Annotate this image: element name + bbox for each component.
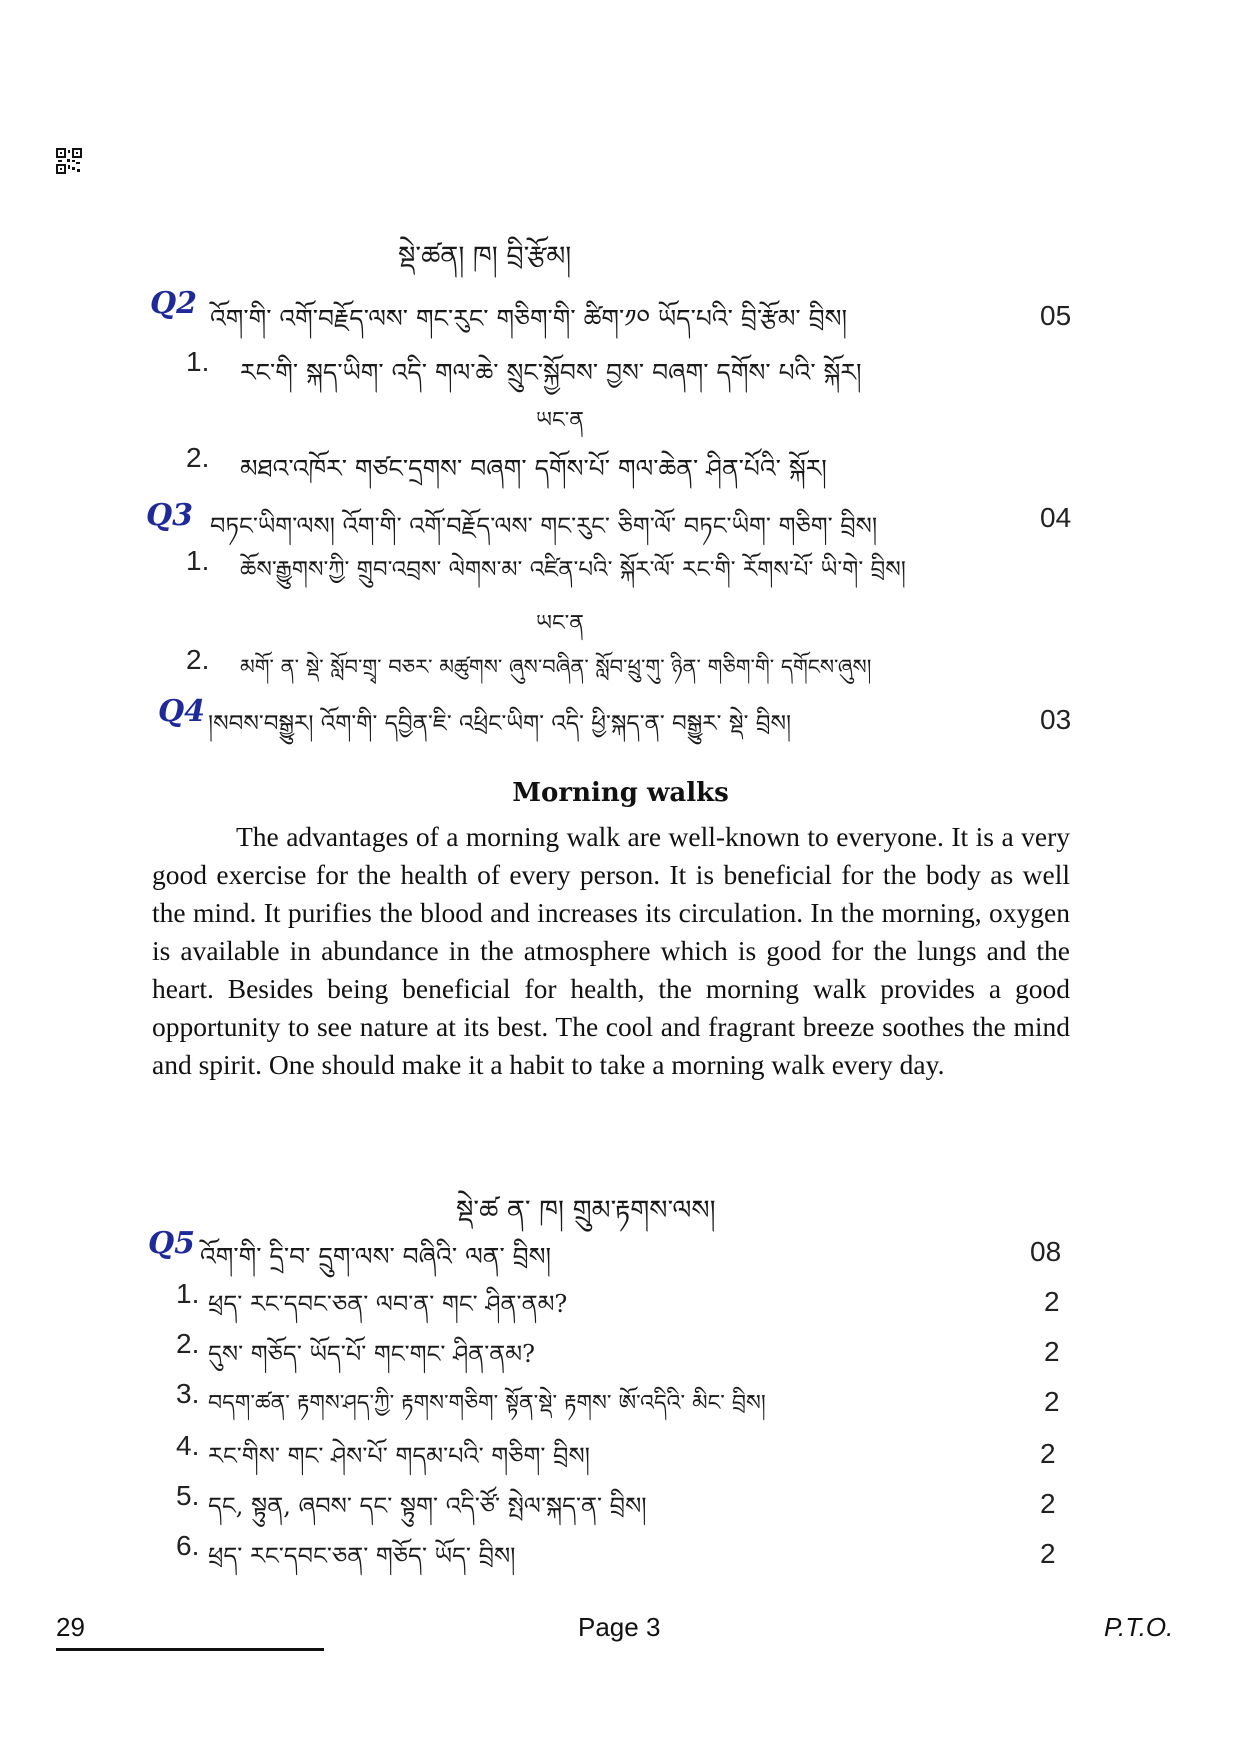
q5-item-text: བདག་ཚན་ རྟགས་ཤད་ཀྱི་ རྟགས་གཅིག་ སྟོན་སྡེ་ རྟགས་ ཨོ་འདིའི་ མིང་ བྲིས། <box>208 1391 766 1416</box>
qr-code-icon <box>56 148 82 174</box>
q5-item-number: 5. <box>176 1480 200 1511</box>
q2-instruction: འོག་གི་ འགོ་བརྗོད་ལས་ གང་རུང་ གཅིག་གི་ ཚིག་༡༠ ཡོད་པའི་ བྲི་རྩོམ་ བྲིས། <box>210 304 848 333</box>
section-heading-grammar: སྡེ་ཚ ན་ ཁ། གྲུམ་རྟགས་ལས། <box>456 1195 716 1226</box>
q3-marks: 04 <box>1040 502 1072 533</box>
footer-page-number: Page 3 <box>578 1612 661 1642</box>
q5-label: Q5 <box>148 1226 196 1261</box>
q3-option1: ཆོས་རྒྱུགས་ཀྱི་ གྲུབ་འབྲས་ ལེགས་མ་ འཛིན་པའི་ སྐོར་ལོ་ རང་གི་ རོགས་པོ་ ཡི་གེ་ བྲིས། <box>240 557 906 583</box>
q5-instruction: འོག་གི་ དྲི་བ་ དྲུག་ལས་ བཞིའི་ ལན་ བྲིས། <box>200 1242 552 1271</box>
q5-item-number: 4. <box>176 1430 200 1461</box>
q2-or: ཡང་ན <box>536 408 584 433</box>
q5-item-mark: 2 <box>1040 1538 1056 1569</box>
passage-title: Morning walks <box>512 778 729 808</box>
q3-label: Q3 <box>146 498 194 533</box>
q2-marks: 05 <box>1040 300 1072 331</box>
footer-code: 29 <box>56 1612 85 1642</box>
q5-item-text: རང་གིས་ གང་ ཤེས་པོ་ གདམ་པའི་ གཅིག་ བྲིས། <box>208 1442 590 1470</box>
q5-item-number: 6. <box>176 1530 200 1561</box>
q5-item-text: ཕྲད་ རང་དབང་ཅན་ ལབ་ན་ གང་ ཤིན་ནམ? <box>208 1290 568 1318</box>
q3-instruction: བཏང་ཡིག་ལས། འོག་གི་ འགོ་བརྗོད་ལས་ གང་རུང་ ཅིག་ལོ་ བཏང་ཡིག་ གཅིག་ བྲིས། <box>210 512 878 540</box>
q5-marks: 08 <box>1030 1236 1062 1267</box>
q4-label: Q4 <box>158 694 206 729</box>
q3-option2: མགོ་ ན་ སྡེ་ སློབ་གྲྭ་ བཅར་ མཚུགས་ ཞུས་བཞིན་ སློབ་ཕྲུ་གུ་ ཉིན་ གཅིག་གི་ དགོངས་ཞུས། <box>240 655 872 679</box>
q2-option2-number: 2. <box>186 442 210 473</box>
q5-item-mark: 2 <box>1044 1336 1060 1367</box>
section-heading-writing: སྡེ་ཚན། ཁ། བྲི་རྩོམ། <box>398 241 572 272</box>
q2-option1-number: 1. <box>186 346 210 377</box>
q3-or: ཡང་ན <box>536 611 584 636</box>
q5-item-number: 2. <box>176 1328 200 1359</box>
q4-marks: 03 <box>1040 704 1072 735</box>
q3-option1-number: 1. <box>186 545 210 576</box>
footer-rule <box>56 1648 324 1651</box>
q5-item-mark: 2 <box>1040 1438 1056 1469</box>
q5-item-text: ཕྲད་ རང་དབང་ཅན་ གཅོད་ ཡོད་ བྲིས། <box>208 1542 516 1570</box>
passage-text: The advantages of a morning walk are well-known to everyone. It is a very good exercise for the health of every person. It is beneficial for the body as well the mind. It purifies the blood and increases its circulation. In the morning, oxygen is available in abundance in the atmosphere which is good for the lungs and the heart. Besides being beneficial for health, the morning walk provides a good opportunity to see nature at its best. The cool and fragrant breeze soothes the mind and spirit. One should make it a habit to take a morning walk every day. <box>152 821 1070 1080</box>
footer-pto: P.T.O. <box>1104 1612 1174 1642</box>
q5-item-mark: 2 <box>1044 1386 1060 1417</box>
q5-item-mark: 2 <box>1040 1488 1056 1519</box>
q2-option1: རང་གི་ སྐད་ཡིག་ འདི་ གལ་ཆེ་ སྲུང་སྐྱོབས་ བྱས་ བཞག་ དགོས་ པའི་ སྐོར། <box>240 358 862 387</box>
q5-item-text: དང, སྟུན, ཞབས་ དང་ སྟུག་ འདི་ཙོ་ སྤེལ་སྐད་ན་ བྲིས། <box>208 1492 647 1520</box>
q5-item-number: 1. <box>176 1278 200 1309</box>
q5-item-mark: 2 <box>1044 1286 1060 1317</box>
q4-instruction: །སབས་བསྒྱུར། འོག་གི་ དབྱིན་ཇི་ འཕྲིང་ཡིག་ འདི་ ཕྱི་སྐད་ན་ བསྒྱུར་ སྡེ་ བྲིས། <box>208 711 792 737</box>
q2-option2: མཐའ་འཁོར་ གཙང་དྲགས་ བཞག་ དགོས་པོ་ གལ་ཆེན་ ཤིན་པོའི་ སྐོར། <box>240 454 827 483</box>
q2-label: Q2 <box>150 286 198 321</box>
q5-item-number: 3. <box>176 1378 200 1409</box>
q5-item-text: དུས་ གཅོད་ ཡོད་པོ་ གང་གང་ ཤིན་ནམ? <box>208 1340 536 1368</box>
q3-option2-number: 2. <box>186 644 210 675</box>
